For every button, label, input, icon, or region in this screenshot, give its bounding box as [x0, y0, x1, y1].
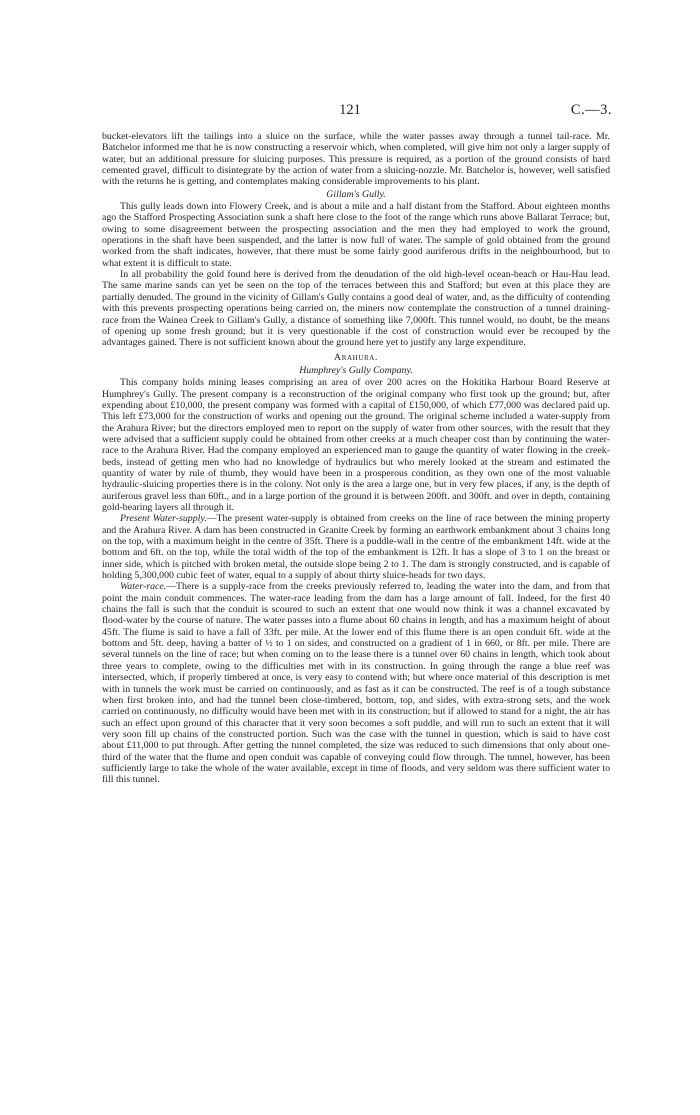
section-heading-arahura: Arahura.: [334, 351, 378, 363]
paragraph-batchelor: bucket-elevators lift the tailings into a sluice on the surface, while the water passes away through a tunnel tail-race. Mr. Batchelor informed me that he is now constructing a reservoir which, when completed, will give him not only a larger supply of water, but an additional pressure for sluicing purposes. This pressure is required, as a portion of the ground consists of hard cemented gravel, difficult to disintegrate by the action of water from a sluicing-nozzle. Mr. Batchelor is, however, well satisfied with the returns he is getting, and contemplates making considerable improvements to his plant.: [102, 131, 610, 188]
water-supply-lead: Present Water-supply.: [120, 513, 207, 525]
heading-humphreys-gully: Humphrey's Gully Company.: [299, 364, 413, 376]
water-race-text: —There is a supply-race from the creeks previously referred to, leading the water into the dam, and from that point the main conduit commences. The water-race leading from the dam has a large amount of fall. Indeed, for the first 40 chains the fall is such that the conduit is scoured to such an extent that one would now think it was a channel excavated by flood-water by the course of nature. The water passes into a flume about 60 chains in length, and has a maximum height of about 45ft. The flume is said to have a fall of 33ft. per mile. At the lower end of this flume there is an open conduit 6ft. wide at the bottom and 5ft. deep, having a batter of ½ to 1 on sides, and constructed on a gradient of 1 in 660, or 8ft. per mile. There are several tunnels on the line of race; but when coming on to the lease there is a tunnel over 60 chains in length, which took about three years to complete, owing to the difficulties met with in its construction. In going through the range a blue reef was intersected, which, if properly timbered at once, is very easy to contend with; but where once material of this description is met with in tunnels the work must be carried on continuously, and as fast as it can be constructed. The reef is of a tough substance when first broken into, and had the tunnel been close-timbered, bottom, top, and sides, with extra-strong sets, and the work carried on continuously, no difficulty would have been met with in its construction; but if allowed to stand for a night, the air has such an effect upon ground of this character that it very soon becomes a soft puddle, and will run to such an extent that it will very soon fill up chains of the constructed portion. Such was the case with the tunnel in question, which is said to have cost about £11,000 to put through. After getting the tunnel completed, the size was reduced to such dimensions that only about one-third of the water that the flume and open conduit was capable of conveying could flow through. The tunnel, however, has been sufficiently large to take the whole of the water available, except in time of floods, and very seldom was there sufficient water to fill this tunnel.: [102, 581, 610, 786]
parliamentary-reference: C.—3.: [570, 102, 612, 118]
page-number: 121: [339, 102, 361, 118]
water-supply-text: —The present water-supply is obtained from creeks on the line of race between the mining property and the Arahura River. A dam has been constructed in Granite Creek by forming an earthwork embankment about 3 chains long on the top, with a maximum height in the centre of 35ft. There is a puddle-wall in the centre of the embankment 14ft. wide at the bottom and 6ft. on the top, while the total width of the top of the embankment is 12ft. It has a slope of 3 to 1 on the breast or inner side, which is pitched with broken metal, the outside slope being 2 to 1. The dam is strongly constructed, and is capable of holding 5,300,000 cubic feet of water, equal to a supply of about thirty sluice-heads for two days.: [102, 513, 610, 582]
paragraph-gillams-gold-origin: In all probability the gold found here is derived from the denudation of the old high-level ocean-beach or Hau-Hau lead. The same marine sands can yet be seen on the top of the terraces between this and Stafford; but even at this place they are partially denuded. The ground in the vicinity of Gillam's Gully contains a good deal of water, and, as the difficulty of contending with this prevents prospecting operations being carried on, the miners now contemplate the construction of a tunnel draining-race from the Wainea Creek to Gillam's Gully, a distance of something like 7,000ft. This tunnel would, no doubt, be the means of opening up some fresh ground; but it is very questionable if the cost of construction would ever be recouped by the advantages gained. There is not sufficient known about the ground here yet to justify any large expenditure.: [102, 269, 610, 349]
document-body: [102, 131, 610, 786]
heading-gillams-gully: Gillam's Gully.: [326, 188, 386, 200]
paragraph-water-race: [102, 581, 610, 785]
paragraph-water-supply: [102, 513, 610, 581]
paragraph-gillams-gully: This gully leads down into Flowery Creek, and is about a mile and a half distant from the Stafford. About eighteen months ago the Stafford Prospecting Association sunk a shaft here close to the foot of the range which runs above Ballarat Terrace; but, owing to some disagreement between the prospecting association and the men they had employed to work the ground, operations in the shaft have been suspended, and the latter is now full of water. The sample of gold obtained from the ground worked from the shaft indicates, however, that there must be some fairly good auriferous drifts in the neighbourhood, but to what extent it is difficult to state.: [102, 201, 610, 269]
page-header: [0, 102, 700, 124]
water-race-lead: Water-race.: [120, 581, 167, 593]
paragraph-humphreys-company: This company holds mining leases comprising an area of over 200 acres on the Hokitika Harbour Board Reserve at Humphrey's Gully. The present company is a reconstruction of the original company who first took up the ground; but, after expending about £10,000, the present company was formed with a capital of £150,000, of which £77,000 was declared paid up. This left £73,000 for the construction of works and opening out the ground. The original scheme included a water-supply from the Arahura River; but the directors employed men to report on the supply of water from other sources, with the result that they were advised that a sufficient supply could be obtained from other creeks at a much cheaper cost than by continuing the water-race to the Arahura River. Had the company employed an experienced man to gauge the quantity of water flowing in the creek-beds, instead of getting men who had no knowledge of hydraulics but who merely looked at the stream and estimated the quantity of water by rule of thumb, they would have been in a prosperous condition, as they own one of the most valuable hydraulic-sluicing properties there is in the colony. Not only is the area a large one, but in very few places, if any, is the depth of auriferous gravel less than 60ft., and in a large portion of the ground it is between 200ft. and 300ft. and over in depth, containing gold-bearing layers all through it.: [102, 377, 610, 513]
